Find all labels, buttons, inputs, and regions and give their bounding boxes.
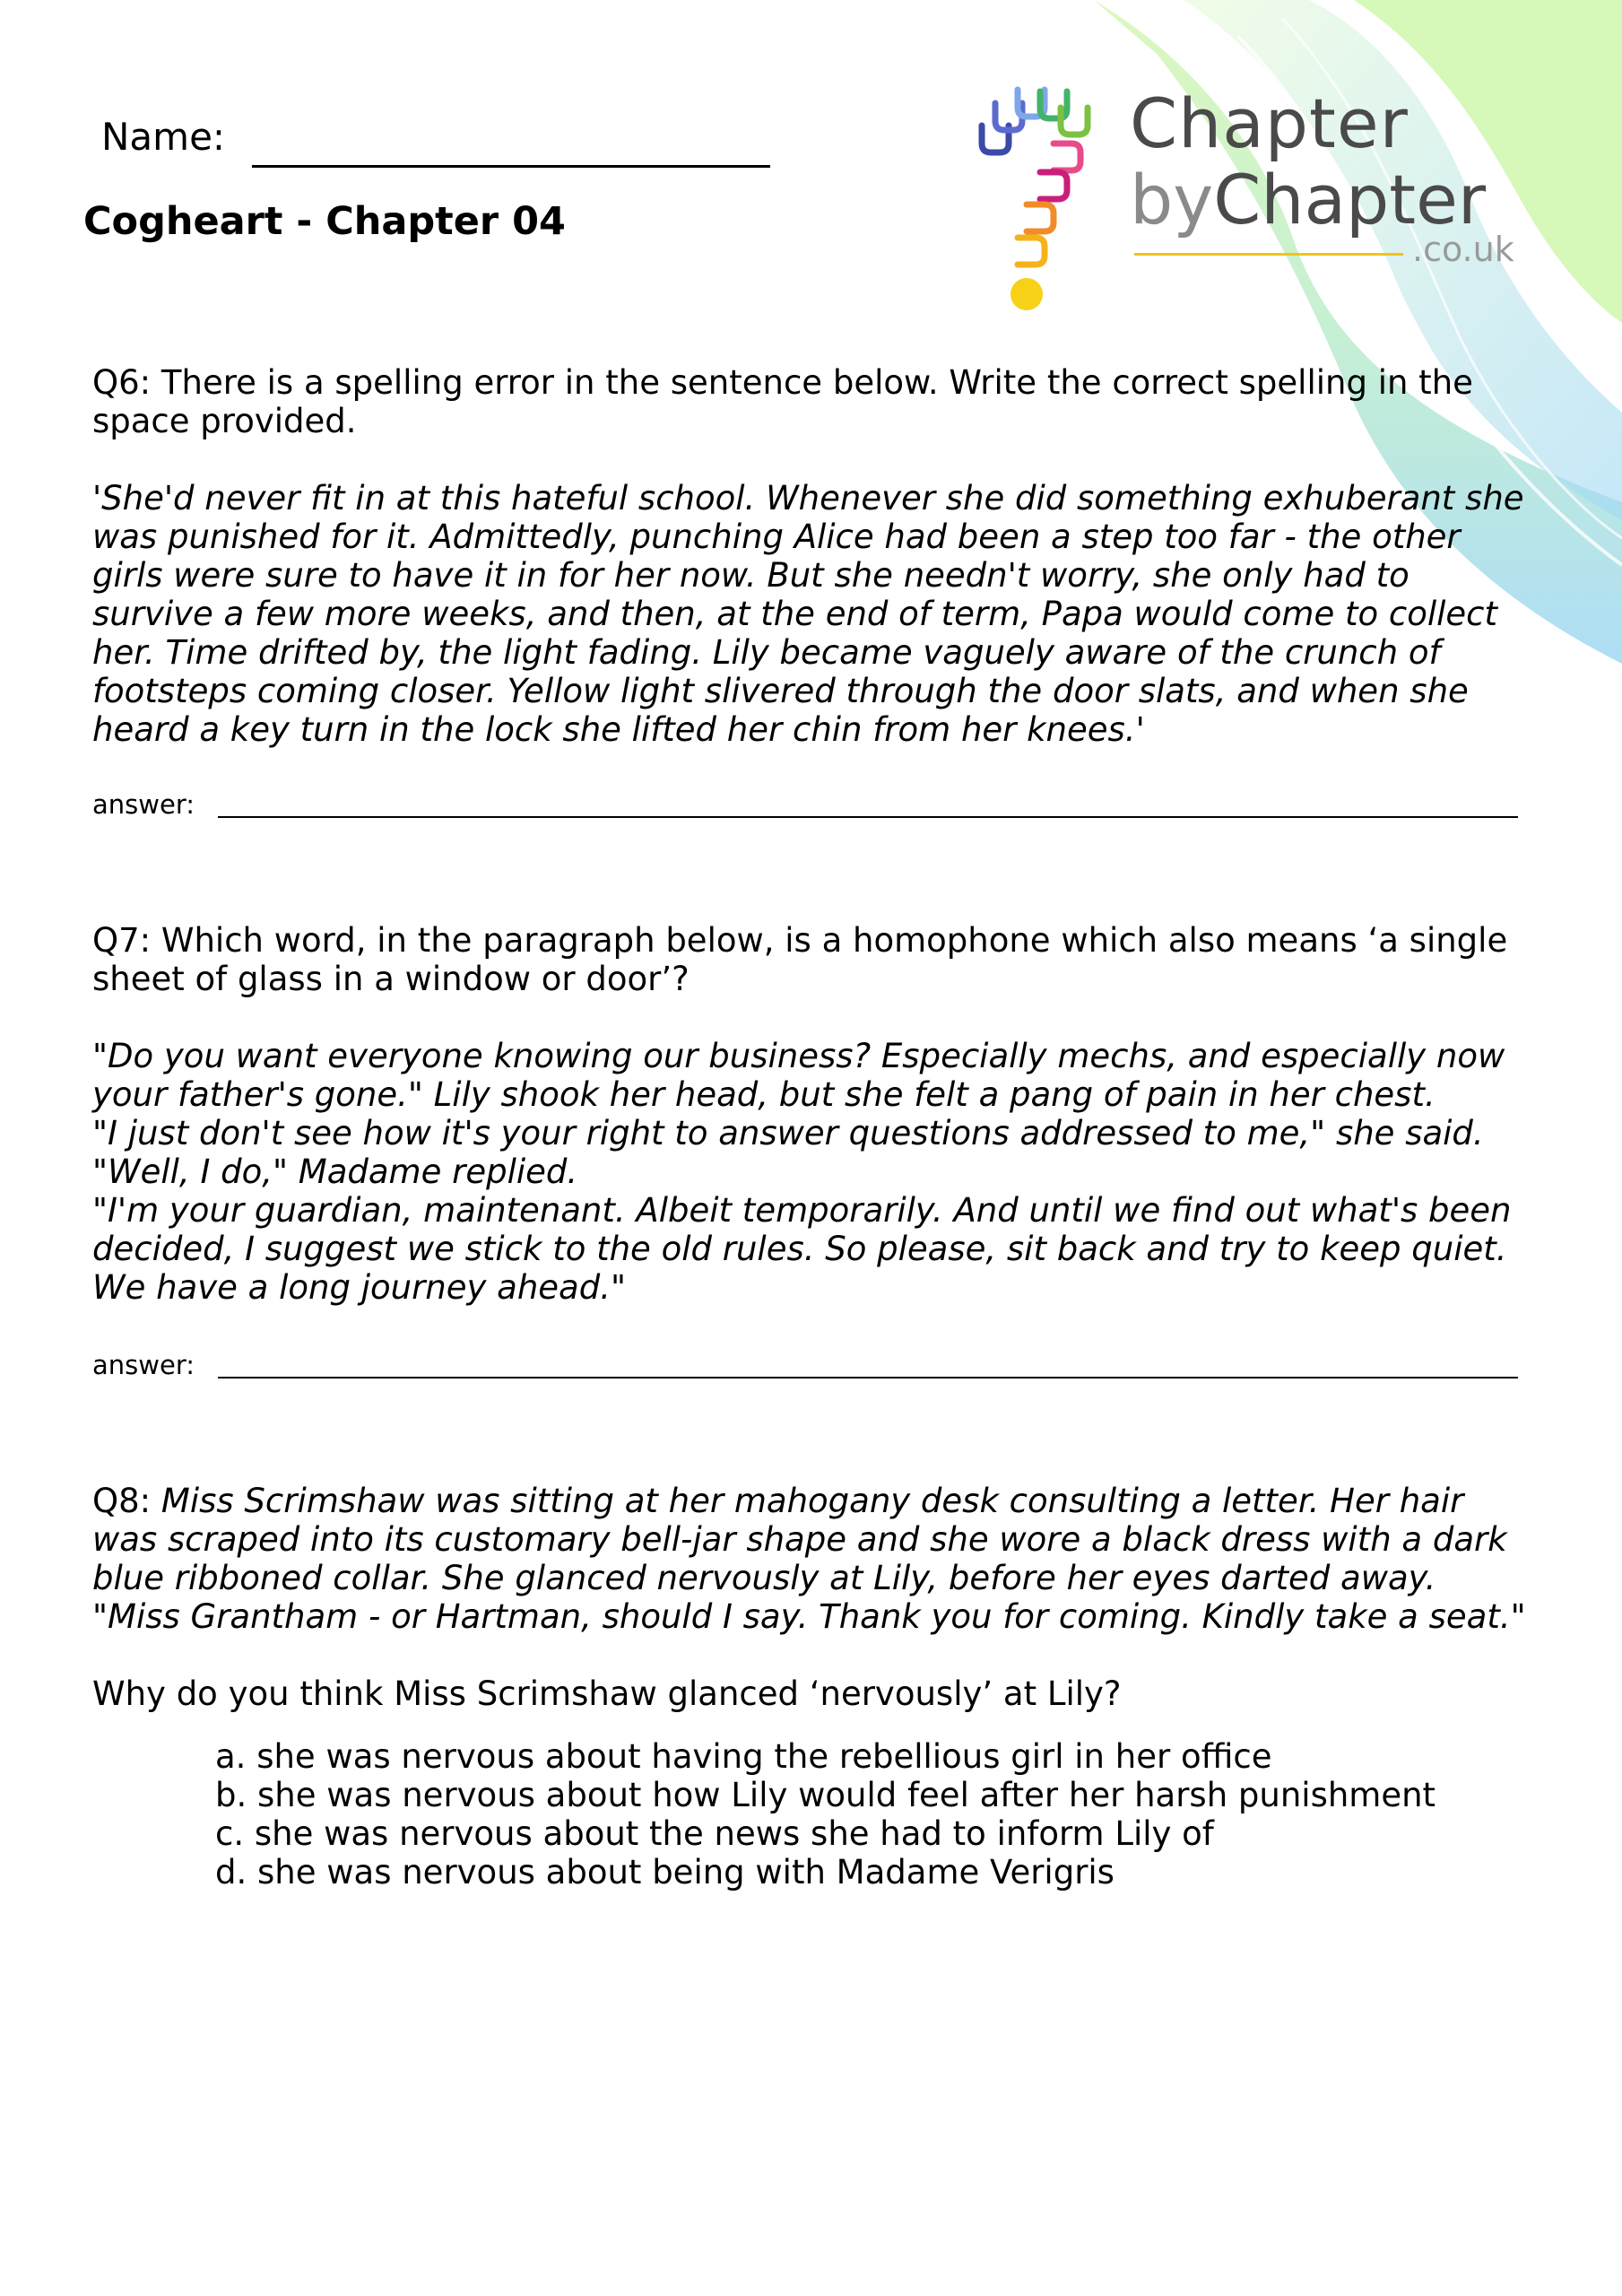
name-label: Name:: [101, 115, 226, 159]
question-7-answer-label: answer:: [92, 1350, 195, 1380]
question-7-passage-line: "Do you want everyone knowing our business? Especially mechs, and especially now your father's gone." Lily shook her head, but she felt a pang of pain in her chest.: [92, 1037, 1505, 1114]
question-7-passage: [92, 1037, 1527, 1307]
question-7-answer-line[interactable]: [218, 1377, 1518, 1378]
book-question-mark-icon: [964, 54, 1107, 314]
question-6-answer: [92, 789, 1518, 820]
question-8-prompt: Why do you think Miss Scrimshaw glanced ‘nervously’ at Lily?: [92, 1674, 1122, 1713]
question-6: [92, 363, 1527, 749]
question-6-prompt: Q6: There is a spelling error in the sentence below. Write the correct spelling in the space provided.: [92, 363, 1473, 440]
question-8: [92, 1482, 1527, 1713]
question-7-passage-line: "I'm your guardian, maintenant. Albeit temporarily. And until we find out what's been decided, I suggest we stick to the old rules. So please, sit back and try to keep quiet. We have a long journey ahead.": [92, 1191, 1512, 1307]
logo-wordmark-bychapter: [1130, 160, 1487, 239]
name-field: [101, 115, 225, 159]
question-8-passage-line: "Miss Grantham - or Hartman, should I say. Thank you for coming. Kindly take a seat.": [92, 1597, 1526, 1636]
question-6-answer-line[interactable]: [218, 816, 1518, 818]
name-write-line[interactable]: [252, 165, 770, 168]
logo-underline: [1134, 253, 1403, 256]
question-7-passage-line: "Well, I do," Madame replied.: [92, 1152, 578, 1191]
logo-wordmark-chapter: Chapter: [1130, 83, 1409, 163]
option-c[interactable]: c. she was nervous about the news she had to inform Lily of: [215, 1814, 1214, 1853]
question-8-label: Q8:: [92, 1482, 152, 1520]
question-6-answer-label: answer:: [92, 789, 195, 820]
question-6-passage: 'She'd never fit in at this hateful school. Whenever she did something exhuberant she was punished for it. Admittedly, punching Alice had been a step too far - the other girls were sure to have it in for her now. But she needn't worry, she only had to survive a few more weeks, and then, at the end of term, Papa would come to collect her. Time drifted by, the light fading. Lily became vaguely aware of the crunch of footsteps coming closer. Yellow light slivered through the door slats, and when she heard a key turn in the lock she lifted her chin from her knees.': [92, 479, 1524, 749]
logo-by-text: by: [1130, 160, 1214, 239]
question-7-prompt: Q7: Which word, in the paragraph below, is a homophone which also means ‘a single sheet of glass in a window or door’?: [92, 921, 1508, 998]
question-7-answer: [92, 1350, 1518, 1380]
option-b[interactable]: b. she was nervous about how Lily would feel after her harsh punishment: [215, 1776, 1436, 1814]
question-8-passage-line: Miss Scrimshaw was sitting at her mahogany desk consulting a letter. Her hair was scraped into its customary bell-jar shape and she wore a black dress with a dark blue ribboned collar. She glanced nervously at Lily, before her eyes darted away.: [92, 1482, 1507, 1597]
logo-chapter-text-2: Chapter: [1213, 160, 1487, 239]
question-8-options: [215, 1737, 1436, 1892]
chapter-by-chapter-logo: [964, 54, 1547, 314]
logo-domain: .co.uk: [1412, 230, 1514, 269]
option-a[interactable]: a. she was nervous about having the rebellious girl in her office: [215, 1737, 1272, 1776]
worksheet-title: Cogheart - Chapter 04: [83, 199, 566, 244]
question-7-passage-line: "I just don't see how it's your right to answer questions addressed to me," she said.: [92, 1114, 1484, 1152]
option-d[interactable]: d. she was nervous about being with Madame Verigris: [215, 1853, 1115, 1892]
question-7: [92, 921, 1527, 1307]
